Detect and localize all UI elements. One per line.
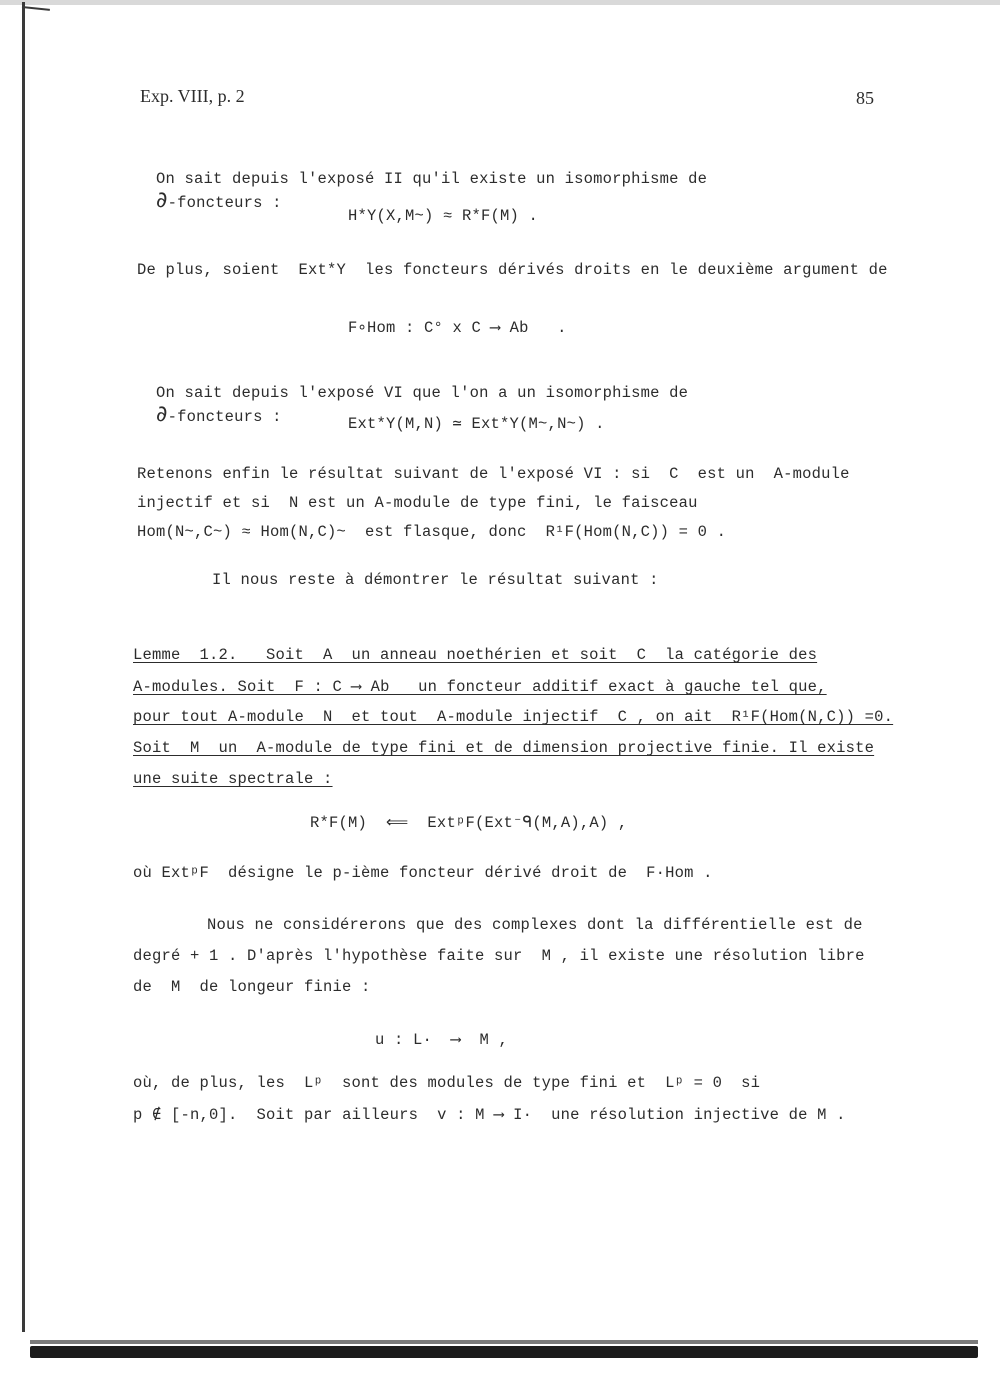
binding-tick — [22, 6, 50, 11]
text-line: Hom(N~,C~) ≈ Hom(N,C)~ est flasque, donc R¹F(Hom(N,C)) = 0 . — [137, 523, 727, 541]
page-number: 85 — [856, 88, 874, 108]
partial-symbol: ∂ — [156, 402, 168, 427]
text-line: On sait depuis l'exposé II qu'il existe un isomorphisme de ∂-foncteurs : — [156, 170, 708, 213]
scan-edge-bottom — [30, 1346, 978, 1358]
scan-edge-top — [0, 0, 1000, 5]
text-line: De plus, soient Ext*Y les foncteurs dérivés droits en le deuxième argument de — [137, 261, 888, 279]
text-line: On sait depuis l'exposé VI que l'on a un isomorphisme de ∂-foncteurs : — [156, 384, 689, 427]
text-line: Retenons enfin le résultat suivant de l'exposé VI : si C est un A-module — [137, 465, 850, 483]
text-line: Il nous reste à démontrer le résultat suivant : — [212, 571, 659, 589]
equation-5: u : L· ⟶ M , — [375, 1031, 509, 1049]
binding-line-left — [22, 2, 25, 1332]
equation-1: H*Y(X,M~) ≈ R*F(M) . — [348, 207, 539, 225]
lemma-line: A-modules. Soit F : C ⟶ Ab un foncteur additif exact à gauche tel que, — [133, 678, 827, 696]
running-header: Exp. VIII, p. 2 — [140, 86, 245, 106]
text-line: Nous ne considérerons que des complexes dont la différentielle est de — [207, 916, 863, 934]
equation-2: F∘Hom : C° x C ⟶ Ab . — [348, 319, 567, 337]
text-line: où ExtᵖF désigne le p-ième foncteur dérivé droit de F·Hom . — [133, 864, 713, 882]
lemma-line: Lemme 1.2. Soit A un anneau noethérien et soit C la catégorie des — [133, 646, 818, 664]
equation-4: R*F(M) ⟸ ExtᵖF(Ext⁻ᑫ(M,A),A) , — [310, 814, 628, 832]
text-line: degré + 1 . D'après l'hypothèse faite sur M , il existe une résolution libre — [133, 947, 865, 965]
text-line: injectif et si N est un A-module de type fini, le faisceau — [137, 494, 698, 512]
text-line: de M de longeur finie : — [133, 978, 371, 996]
lemma-line: Soit M un A-module de type fini et de dimension projective finie. Il existe — [133, 739, 875, 757]
equation-3: Ext*Y(M,N) ≃ Ext*Y(M~,N~) . — [348, 415, 605, 433]
lemma-line: pour tout A-module N et tout A-module injectif C , on ait R¹F(Hom(N,C)) =0. — [133, 708, 894, 726]
lemma-line: une suite spectrale : — [133, 770, 333, 788]
text-line: p ∉ [-n,0]. Soit par ailleurs v : M ⟶ I· une résolution injective de M . — [133, 1106, 846, 1124]
scan-bottom-shadow — [30, 1340, 978, 1344]
text-line: où, de plus, les Lᵖ sont des modules de type fini et Lᵖ = 0 si — [133, 1074, 761, 1092]
partial-symbol: ∂ — [156, 188, 168, 213]
